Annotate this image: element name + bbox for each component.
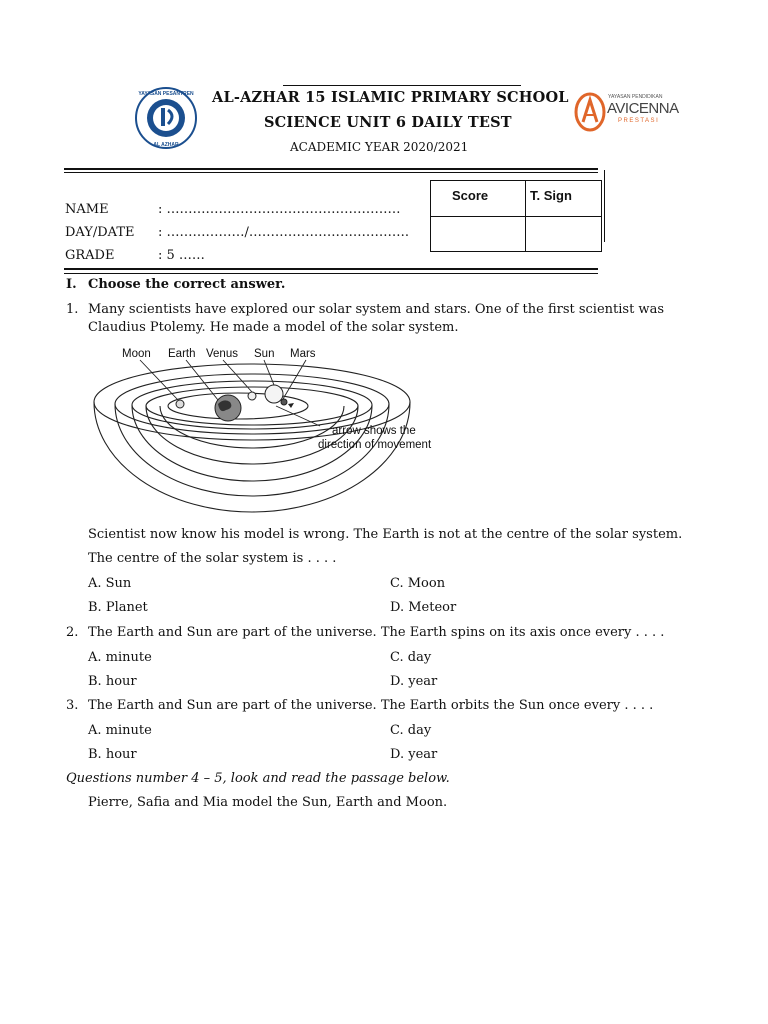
q1-line1: Many scientists have explored our solar system and stars. One of the first scientist was <box>88 302 664 317</box>
q2-number: 2. <box>66 625 79 640</box>
avicenna-name: AVICENNA <box>607 100 679 117</box>
q2-option-d[interactable]: D. year <box>390 674 438 689</box>
q2-option-a[interactable]: A. minute <box>88 650 152 665</box>
q3-option-b[interactable]: B. hour <box>88 747 137 762</box>
sign-header: T. Sign <box>530 188 572 203</box>
q1-line2: Claudius Ptolemy. He made a model of the solar system. <box>88 320 459 335</box>
header-double-rule-b <box>64 172 598 173</box>
sign-cell[interactable] <box>527 218 600 250</box>
instruction-text: Questions number 4 – 5, look and read the passage below. <box>66 771 450 786</box>
q1-number: 1. <box>66 302 79 317</box>
grade-label: GRADE <box>65 248 115 263</box>
q1-line3: Scientist now know his model is wrong. The Earth is not at the centre of the solar system. <box>88 527 683 542</box>
label-earth: Earth <box>168 348 196 360</box>
avicenna-subtext: PRESTASI <box>618 118 660 124</box>
q2-text: The Earth and Sun are part of the universe. The Earth spins on its axis once every . . . . <box>88 625 665 640</box>
q3-number: 3. <box>66 698 79 713</box>
q1-option-c[interactable]: C. Moon <box>390 576 446 591</box>
test-title: SCIENCE UNIT 6 DAILY TEST <box>264 114 512 131</box>
q2-option-b[interactable]: B. hour <box>88 674 137 689</box>
avicenna-logo <box>574 90 679 134</box>
info-double-rule-b <box>64 273 598 274</box>
label-moon: Moon <box>122 348 151 360</box>
q3-text: The Earth and Sun are part of the universe. The Earth orbits the Sun once every . . . . <box>88 698 654 713</box>
passage-text: Pierre, Safia and Mia model the Sun, Earth and Moon. <box>88 795 448 810</box>
label-mars: Mars <box>290 348 316 360</box>
date-label: DAY/DATE <box>65 225 135 240</box>
moon-body <box>176 400 184 408</box>
info-double-rule-a <box>64 268 598 270</box>
grade-field[interactable]: : 5 …… <box>158 248 205 263</box>
label-sun: Sun <box>254 348 275 360</box>
score-box <box>430 180 602 252</box>
q3-option-a[interactable]: A. minute <box>88 723 152 738</box>
mars-body <box>281 399 287 405</box>
sun-body <box>265 385 283 403</box>
section-number: I. <box>66 277 77 292</box>
label-venus: Venus <box>206 348 238 360</box>
academic-year: ACADEMIC YEAR 2020/2021 <box>290 140 469 154</box>
score-header: Score <box>452 188 489 203</box>
name-label: NAME <box>65 202 109 217</box>
q1-option-a[interactable]: A. Sun <box>88 576 132 591</box>
q3-option-c[interactable]: C. day <box>390 723 432 738</box>
avicenna-emblem-icon <box>574 92 606 132</box>
q3-option-d[interactable]: D. year <box>390 747 438 762</box>
date-field[interactable]: : ………………/………………………………. <box>158 225 410 240</box>
school-name: AL-AZHAR 15 ISLAMIC PRIMARY SCHOOL <box>212 89 569 106</box>
svg-text:YAYASAN PESANTREN: YAYASAN PESANTREN <box>138 91 194 97</box>
ptolemy-model-figure <box>88 342 468 514</box>
q1-option-d[interactable]: D. Meteor <box>390 600 457 615</box>
header-double-rule-a <box>64 168 598 170</box>
header-top-rule <box>283 85 521 86</box>
q1-option-b[interactable]: B. Planet <box>88 600 148 615</box>
avicenna-small-text: YAYASAN PENDIDIKAN <box>608 94 663 100</box>
q1-line4: The centre of the solar system is . . . . <box>88 551 337 566</box>
q2-option-c[interactable]: C. day <box>390 650 432 665</box>
venus-body <box>248 392 256 400</box>
score-cell[interactable] <box>432 218 524 250</box>
label-arrow-1: arrow shows the <box>332 425 416 437</box>
svg-text:AL AZHAR: AL AZHAR <box>153 142 179 148</box>
name-field[interactable]: : ……………………………………………… <box>158 202 401 217</box>
al-azhar-logo <box>134 86 198 150</box>
label-arrow-2: direction of movement <box>318 439 432 451</box>
section-title: Choose the correct answer. <box>88 277 286 292</box>
